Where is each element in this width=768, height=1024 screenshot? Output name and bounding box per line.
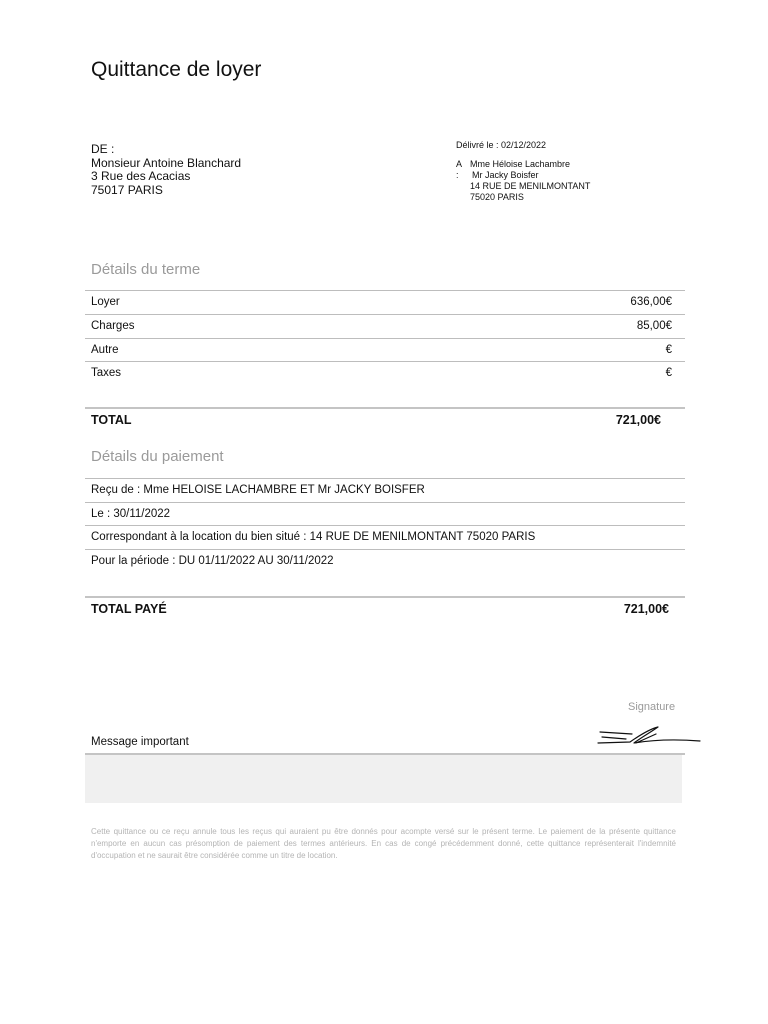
payment-section-title: Détails du paiement — [91, 448, 224, 465]
payment-total-label: TOTAL PAYÉ — [91, 602, 167, 616]
term-row-value: € — [665, 344, 672, 356]
term-row-taxes — [85, 362, 685, 385]
recipient-line-1: Mme Héloise Lachambre — [470, 159, 571, 169]
payment-row-period — [85, 550, 685, 573]
payment-total-divider — [85, 596, 685, 598]
issue-date: Délivré le : 02/12/2022 — [456, 140, 547, 150]
sender-street: 3 Rue des Acacias — [91, 169, 191, 183]
payment-row-text: Pour la période : DU 01/11/2022 AU 30/11/2022 — [91, 555, 334, 567]
term-row-value: 636,00€ — [630, 296, 672, 308]
term-row-autre — [85, 339, 685, 362]
term-total-divider — [85, 407, 685, 409]
term-total-label: TOTAL — [91, 413, 132, 427]
term-row-loyer — [85, 291, 685, 314]
sender-block — [91, 143, 241, 197]
sender-name: Monsieur Antoine Blanchard — [91, 155, 242, 170]
term-total-value: 721,00€ — [615, 413, 661, 427]
term-row-label: Charges — [91, 320, 135, 332]
term-section-title: Détails du terme — [91, 261, 201, 278]
recipient-line-2: Mr Jacky Boisfer — [472, 170, 539, 180]
term-row-value: 85,00€ — [636, 320, 672, 332]
term-row-label: Taxes — [91, 367, 122, 379]
recipient-line-4: 75020 PARIS — [470, 192, 524, 202]
message-box — [85, 755, 682, 803]
sender-prefix: DE : — [91, 142, 115, 156]
signature-label: Signature — [628, 701, 676, 713]
sender-city: 75017 PARIS — [91, 182, 163, 197]
payment-total-value: 721,00€ — [623, 602, 669, 616]
payment-row-received-from — [85, 479, 685, 502]
signature-image — [596, 722, 708, 752]
term-row-label: Loyer — [91, 296, 120, 308]
payment-row-text: Le : 30/11/2022 — [91, 508, 171, 520]
term-row-charges — [85, 315, 685, 338]
legal-footer: Cette quittance ou ce reçu annule tous les reçus qui auraient pu être donnés pour acompte versé sur le présent terme. Le paiement de la présente quittance n'emporte en aucun cas présomption de paiement des termes antérieurs. En cas de congé précédemment donné, cette quittance représenterait l'indemnité d'occupation et ne saurait être considérée comme un titre de location. — [91, 827, 676, 860]
payment-row-property — [85, 526, 685, 549]
payment-row-date — [85, 503, 685, 526]
term-row-value: € — [665, 367, 672, 379]
term-row-label: Autre — [91, 344, 119, 356]
recipient-prefix: A : — [456, 159, 462, 180]
payment-row-text: Reçu de : Mme HELOISE LACHAMBRE ET Mr JACKY BOISFER — [91, 484, 425, 496]
payment-row-text: Correspondant à la location du bien situé : 14 RUE DE MENILMONTANT 75020 PARIS — [91, 531, 536, 543]
message-label: Message important — [91, 736, 189, 748]
document-title: Quittance de loyer — [91, 58, 262, 81]
recipient-line-3: 14 RUE DE MENILMONTANT — [470, 181, 591, 191]
